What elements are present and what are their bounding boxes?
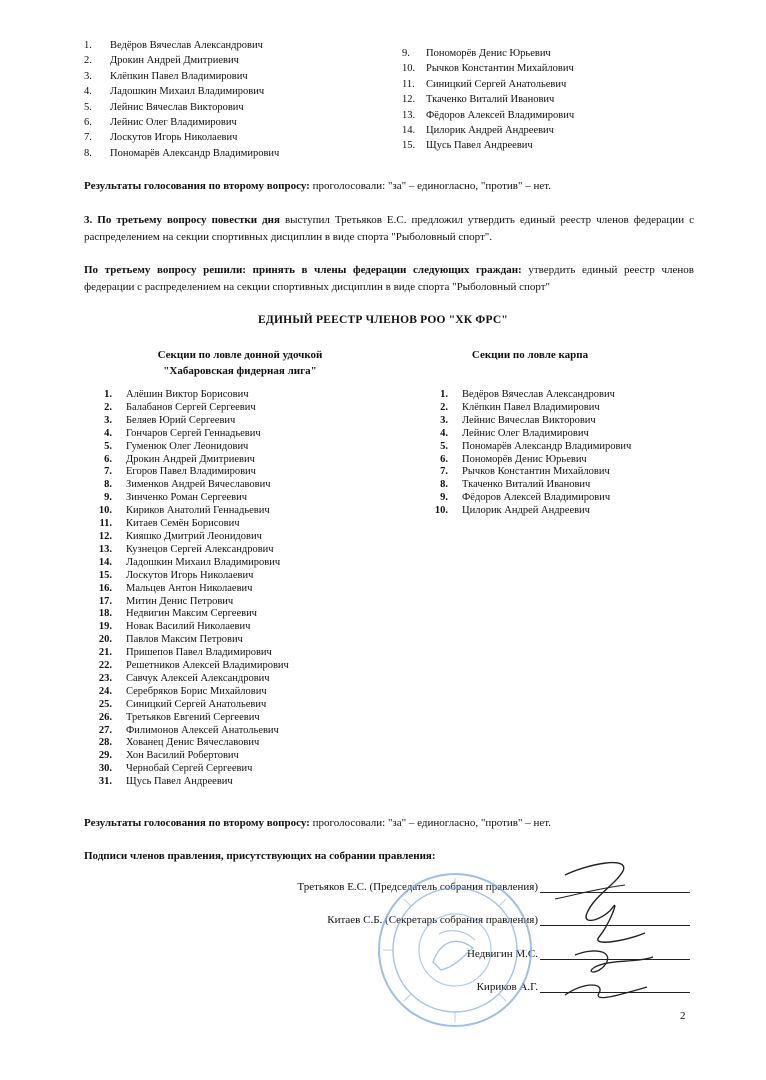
list-item (86, 686, 289, 699)
list-item (86, 712, 289, 725)
list-item (86, 479, 289, 492)
list-item-number: 5. (104, 440, 112, 452)
list-item-name: Синицкий Сергей Анатольевич (126, 698, 267, 710)
list-item (86, 647, 289, 660)
list-item-number: 6. (440, 453, 448, 465)
list-item-number: 8. (104, 479, 112, 491)
list-item (86, 634, 289, 647)
list-item-number: 29. (98, 750, 112, 762)
list-item-number: 1. (440, 389, 448, 400)
list-item (424, 428, 631, 441)
list-item-name: Фёдоров Алексей Владимирович (462, 492, 611, 504)
list-item-number: 5. (440, 440, 448, 452)
list-item-number: 26. (98, 711, 112, 723)
list-item-name: Митин Денис Петрович (126, 595, 234, 607)
page-number: 2 (680, 1010, 686, 1022)
registry-title: ЕДИНЫЙ РЕЕСТР ЧЛЕНОВ РОО "ХК ФРС" (258, 314, 508, 326)
list-item-number: 25. (98, 698, 112, 710)
list-item-number: 10. (434, 505, 448, 517)
list-item-number: 11. (99, 518, 112, 530)
list-item-number: 8. (440, 479, 448, 491)
list-item: 7. Лоскутов Игорь Николаевич (84, 132, 238, 144)
list-item-number: 30. (98, 763, 112, 775)
list-item (424, 441, 631, 454)
list-item-number: 10. (98, 505, 112, 517)
list-item-name: Ведёров Вячеслав Александрович (462, 389, 615, 400)
list-item-name: Филимонов Алексей Анатольевич (126, 724, 279, 736)
signatures-heading: Подписи членов правления, присутствующих на собрании правления: (84, 850, 436, 862)
voting-result-q2-repeat: Результаты голосования по второму вопросу: проголосовали: "за" – единогласно, "против" – нет. (84, 817, 551, 829)
list-item (86, 557, 289, 570)
list-item-name: Решетников Алексей Владимирович (126, 660, 289, 672)
list-item (424, 415, 631, 428)
signatory-name: Кириков А.Г. (476, 981, 538, 993)
list-item-name: Пономарёв Александр Владимирович (462, 440, 632, 452)
list-item-number: 4. (440, 427, 448, 439)
list-item (86, 402, 289, 415)
list-item-name: Щусь Павел Андреевич (126, 776, 233, 788)
list-item-number: 17. (98, 595, 112, 607)
list-item (86, 492, 289, 505)
section-feeder-title (110, 347, 370, 379)
list-item-name: Дрокин Андрей Дмитриевич (126, 453, 255, 465)
list-item (86, 776, 289, 789)
list-item-name: Ладошкин Михаил Владимирович (126, 556, 281, 568)
list-item (86, 737, 289, 750)
list-item-name: Кириков Анатолий Геннадьевич (126, 505, 270, 517)
list-item-name: Кузнецов Сергей Александрович (126, 543, 274, 555)
list-item (424, 466, 631, 479)
list-item-name: Лейнис Олег Владимирович (462, 427, 589, 439)
list-item-number: 18. (98, 608, 112, 620)
voting-result-q2: Результаты голосования по второму вопросу: проголосовали: "за" – единогласно, "против" – нет. (84, 180, 551, 192)
list-item: 13. Фёдоров Алексей Владимирович (402, 109, 575, 121)
list-item (86, 763, 289, 776)
organization-stamp-icon (375, 870, 535, 1030)
list-item-number: 12. (98, 530, 112, 542)
list-item-name: Зименков Андрей Вячеславович (126, 479, 271, 491)
list-item-number: 6. (104, 453, 112, 465)
list-item (86, 505, 289, 518)
list-item: 12. Ткаченко Виталий Иванович (402, 94, 555, 106)
list-item-number: 28. (98, 737, 112, 749)
list-item (424, 492, 631, 505)
list-item-number: 22. (98, 660, 112, 672)
list-item (86, 454, 289, 467)
list-item (86, 583, 289, 596)
list-item-name: Хон Василий Робертович (126, 750, 239, 762)
list-item (86, 441, 289, 454)
list-item: 1. Ведёров Вячеслав Александрович (84, 40, 263, 51)
list-item-name: Кияшко Дмитрий Леонидович (126, 530, 262, 542)
list-item-name: Лоскутов Игорь Николаевич (126, 569, 254, 581)
list-item-number: 13. (98, 543, 112, 555)
list-item-number: 20. (98, 634, 112, 646)
list-item (86, 389, 289, 402)
list-item (424, 389, 631, 402)
list-item (424, 454, 631, 467)
list-item (424, 479, 631, 492)
list-item-name: Новак Василий Николаевич (126, 621, 251, 633)
list-item (86, 699, 289, 712)
list-item-number: 9. (104, 492, 112, 504)
list-item-name: Рычков Константин Михайлович (462, 466, 610, 478)
list-item: 11. Синицкий Сергей Анатольевич (402, 78, 567, 90)
list-item-name: Ткаченко Виталий Иванович (462, 479, 591, 491)
list-item-number: 1. (104, 389, 112, 400)
vote-list-left (84, 38, 279, 161)
list-item-number: 7. (104, 466, 112, 478)
list-item-name: Павлов Максим Петрович (126, 634, 243, 646)
list-item-name: Пришепов Павел Владимирович (126, 647, 272, 659)
list-item: 4. Ладошкин Михаил Владимирович (84, 86, 265, 98)
list-item (86, 544, 289, 557)
list-item-number: 3. (440, 414, 448, 426)
list-item (86, 570, 289, 583)
list-item-number: 23. (98, 672, 112, 684)
list-item-name: Балабанов Сергей Сергеевич (126, 401, 256, 413)
list-item-number: 21. (98, 647, 112, 659)
list-item-name: Зинченко Роман Сергеевич (126, 492, 247, 504)
list-item-number: 3. (104, 414, 112, 426)
list-item: 2. Дрокин Андрей Дмитриевич (84, 55, 239, 67)
signatory-name: Третьяков Е.С. (Председатель собрания правления) (297, 881, 538, 893)
handwritten-signature-icon (535, 855, 665, 1010)
list-item: 10. Рычков Константин Михайлович (402, 63, 574, 75)
list-item-name: Третьяков Евгений Сергеевич (126, 711, 260, 723)
list-item (86, 531, 289, 544)
list-item-number: 14. (98, 556, 112, 568)
list-item-number: 15. (98, 569, 112, 581)
list-item (86, 428, 289, 441)
list-item (86, 596, 289, 609)
list-item-name: Цилорик Андрей Андреевич (462, 505, 590, 517)
list-item-name: Китаев Семён Борисович (126, 518, 240, 530)
section-carp-title: Секции по ловле карпа (471, 349, 589, 361)
list-item (424, 505, 631, 518)
agenda-item-q3: 3. По третьему вопросу повестки дня выступил Третьяков Е.С. предложил утвердить единый реестр членов федерации с распределением на секции спортивных дисциплин в виде спорта "Рыболовный спорт". (84, 214, 694, 243)
list-item (86, 750, 289, 763)
list-item-name: Савчук Алексей Александрович (126, 672, 270, 684)
list-item-name: Серебряков Борис Михайлович (126, 685, 267, 697)
list-item: 9. Пономорёв Денис Юрьевич (402, 48, 551, 59)
list-item-name: Клёпкин Павел Владимирович (462, 401, 600, 413)
list-item-number: 2. (440, 401, 448, 413)
list-item-number: 2. (104, 401, 112, 413)
decision-q3: По третьему вопросу решили: принять в члены федерации следующих граждан: утвердить единый реестр членов федерации с распределением на секции спортивных дисциплин в виде спорта "Рыболовный спорт" (84, 264, 694, 293)
list-item-name: Алёшин Виктор Борисович (126, 389, 249, 400)
list-item (86, 608, 289, 621)
list-item: 14. Цилорик Андрей Андреевич (402, 125, 554, 137)
section-feeder-title-line2: "Хабаровская фидерная лига" (163, 365, 317, 377)
carp-members-list (424, 389, 631, 518)
signatory-name: Китаев С.Б. (Секретарь собрания правления) (327, 914, 538, 926)
list-item-number: 9. (440, 492, 448, 504)
list-item-number: 7. (440, 466, 448, 478)
list-item-number: 27. (98, 724, 112, 736)
list-item (86, 466, 289, 479)
list-item (86, 673, 289, 686)
list-item-number: 24. (98, 685, 112, 697)
list-item (86, 725, 289, 738)
list-item: 3. Клёпкин Павел Владимирович (84, 70, 248, 82)
list-item: 15. Щусь Павел Андреевич (402, 140, 533, 152)
list-item-number: 16. (98, 582, 112, 594)
list-item (86, 621, 289, 634)
list-item-name: Хованец Денис Вячеславович (126, 737, 260, 749)
list-item-number: 19. (98, 621, 112, 633)
list-item: 8. Пономарёв Александр Владимирович (84, 147, 280, 159)
list-item-name: Егоров Павел Владимирович (126, 466, 256, 478)
list-item-name: Мальцев Антон Николаевич (126, 582, 253, 594)
list-item-name: Гончаров Сергей Геннадьевич (126, 427, 261, 439)
list-item-number: 31. (98, 776, 112, 788)
list-item-name: Беляев Юрий Сергеевич (126, 414, 236, 426)
list-item (424, 402, 631, 415)
list-item-number: 4. (104, 427, 112, 439)
list-item-name: Лейнис Вячеслав Викторович (462, 414, 596, 426)
section-feeder-title-line1: Секции по ловле донной удочкой (157, 349, 323, 361)
list-item-name: Недвигин Максим Сергеевич (126, 608, 257, 620)
list-item-name: Пономорёв Денис Юрьевич (462, 453, 587, 465)
vote-list-right (402, 46, 574, 154)
list-item-name: Чернобай Сергей Сергеевич (126, 763, 253, 775)
list-item: 6. Лейнис Олег Владимирович (84, 117, 237, 129)
list-item (86, 660, 289, 673)
list-item-name: Гуменюк Олег Леонидович (126, 440, 249, 452)
list-item (86, 415, 289, 428)
list-item: 5. Лейнис Вячеслав Викторович (84, 101, 244, 113)
list-item (86, 518, 289, 531)
signatory-name: Недвигин М.С. (466, 948, 538, 960)
feeder-members-list (86, 389, 289, 789)
